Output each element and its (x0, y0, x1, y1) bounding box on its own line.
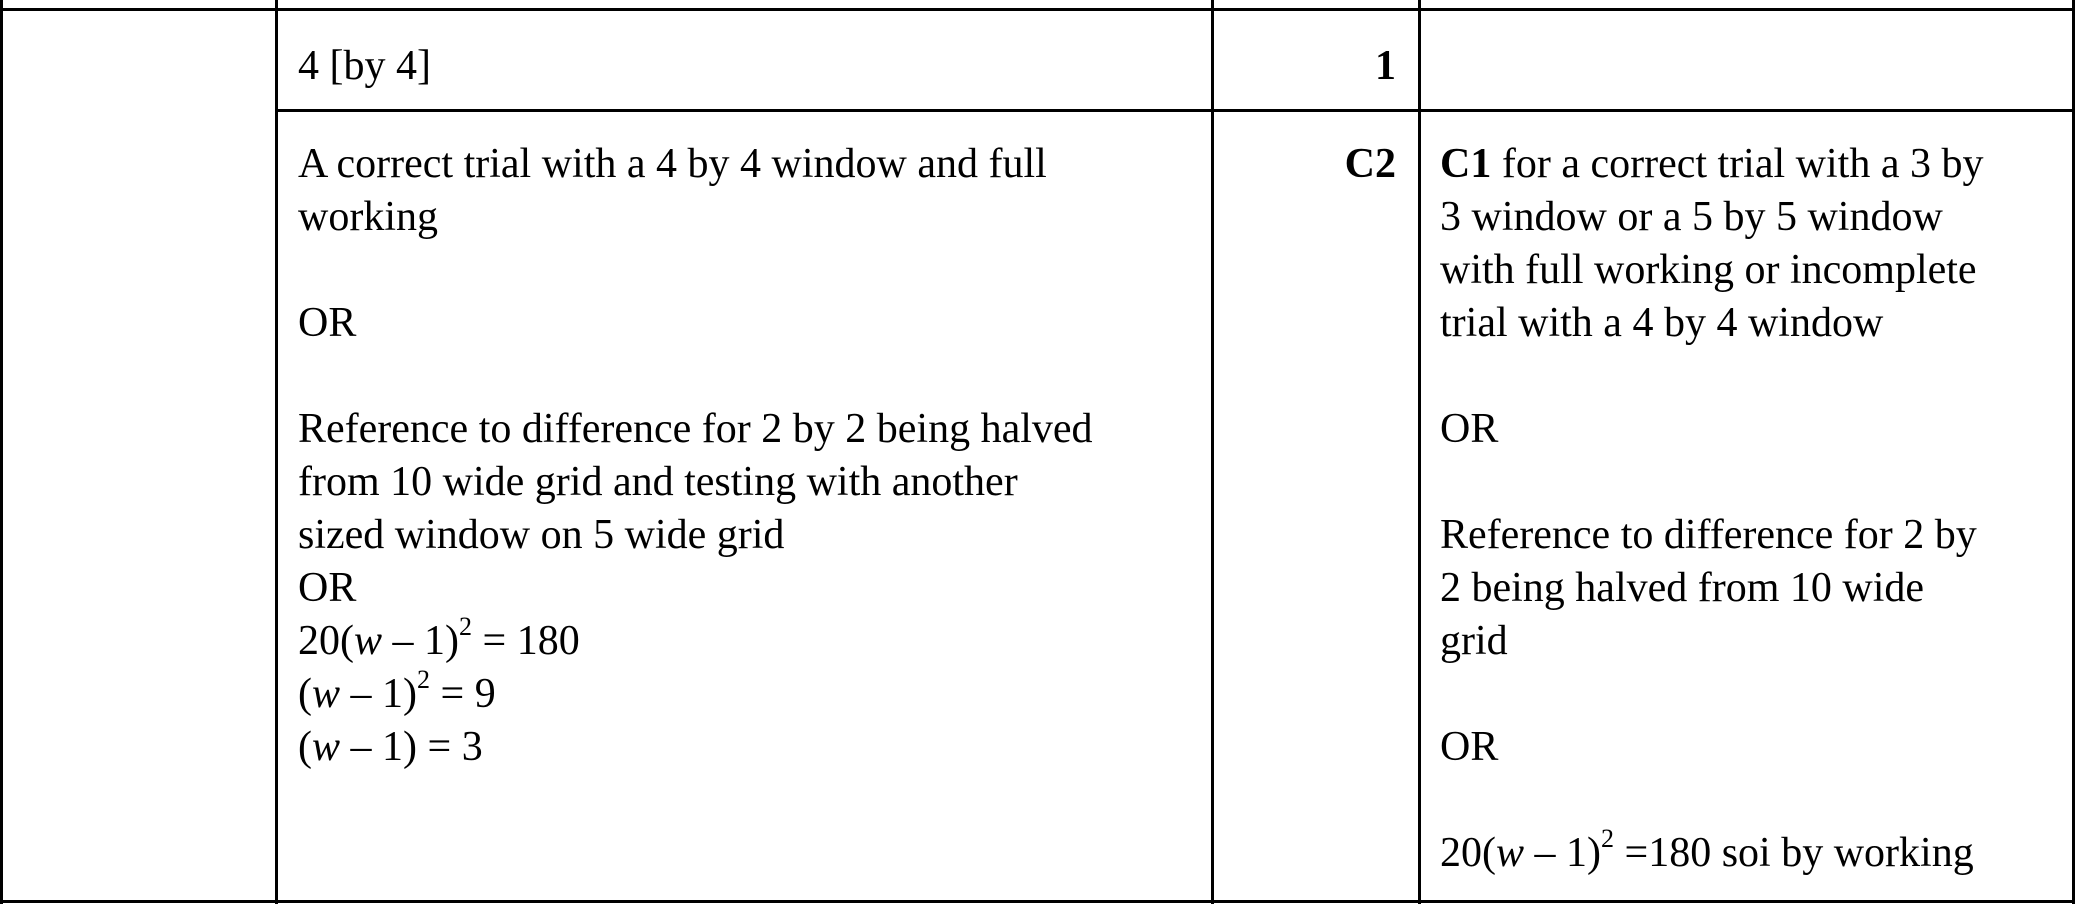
answer-line: A correct trial with a 4 by 4 window and full (298, 141, 1047, 187)
eq-variable: w (312, 671, 341, 717)
guidance-line: with full working or incomplete (1440, 247, 1977, 293)
answer-line: sized window on 5 wide grid (298, 512, 785, 558)
table-border-left (0, 0, 3, 904)
guidance-line: 2 being halved from 10 wide (1440, 565, 1925, 611)
table-divider-marks (1418, 0, 1421, 904)
row1-mark (1220, 40, 1396, 93)
eq-part: – 1) (382, 618, 460, 664)
answer-line: from 10 wide grid and testing with another (298, 459, 1018, 505)
eq-part: =180 soi by working (1614, 830, 1974, 876)
row1-mark-text: 1 (1375, 43, 1396, 89)
row1-answer-text: 4 [by 4] (298, 43, 431, 89)
table-row-divider (275, 109, 2075, 112)
guidance-line: trial with a 4 by 4 window (1440, 300, 1884, 346)
eq-part: 20( (298, 618, 354, 664)
eq-part: ( (298, 671, 312, 717)
eq-exponent: 2 (417, 665, 431, 694)
eq-part: – 1) (340, 671, 418, 717)
answer-equation (298, 612, 1093, 668)
eq-part: – 1) (1524, 830, 1602, 876)
table-border-bottom (0, 900, 2075, 903)
answer-line: Reference to difference for 2 by 2 being halved (298, 406, 1093, 452)
table-border-top (0, 8, 2075, 11)
row1-answer (298, 40, 431, 93)
eq-exponent: 2 (1601, 824, 1615, 853)
eq-exponent: 2 (459, 612, 473, 641)
guidance-line: 3 window or a 5 by 5 window (1440, 194, 1943, 240)
guidance-or: OR (1440, 406, 1499, 452)
eq-part: = 180 (472, 618, 580, 664)
table-divider-answer (1211, 0, 1214, 904)
eq-part: 20( (1440, 830, 1496, 876)
guidance-line (1440, 138, 1983, 191)
answer-equation (298, 665, 1093, 721)
guidance-line: grid (1440, 618, 1508, 664)
answer-or: OR (298, 565, 357, 611)
answer-line: working (298, 194, 438, 240)
eq-variable: w (312, 724, 341, 770)
guidance-mark-label: C1 (1440, 141, 1492, 187)
guidance-or: OR (1440, 724, 1499, 770)
row2-answer (298, 138, 1093, 774)
guidance-line: Reference to difference for 2 by (1440, 512, 1977, 558)
row2-guidance (1440, 138, 1983, 880)
guidance-text: for a correct trial with a 3 by (1491, 141, 1984, 187)
row2-mark (1220, 138, 1396, 191)
eq-variable: w (354, 618, 383, 664)
answer-equation (298, 721, 1093, 774)
eq-part: ( (298, 724, 312, 770)
eq-part: = 9 (430, 671, 496, 717)
table-divider-question (275, 0, 278, 904)
eq-part: – 1) = 3 (340, 724, 483, 770)
guidance-equation (1440, 824, 1983, 880)
eq-variable: w (1496, 830, 1525, 876)
answer-or: OR (298, 300, 357, 346)
row2-mark-text: C2 (1344, 141, 1396, 187)
